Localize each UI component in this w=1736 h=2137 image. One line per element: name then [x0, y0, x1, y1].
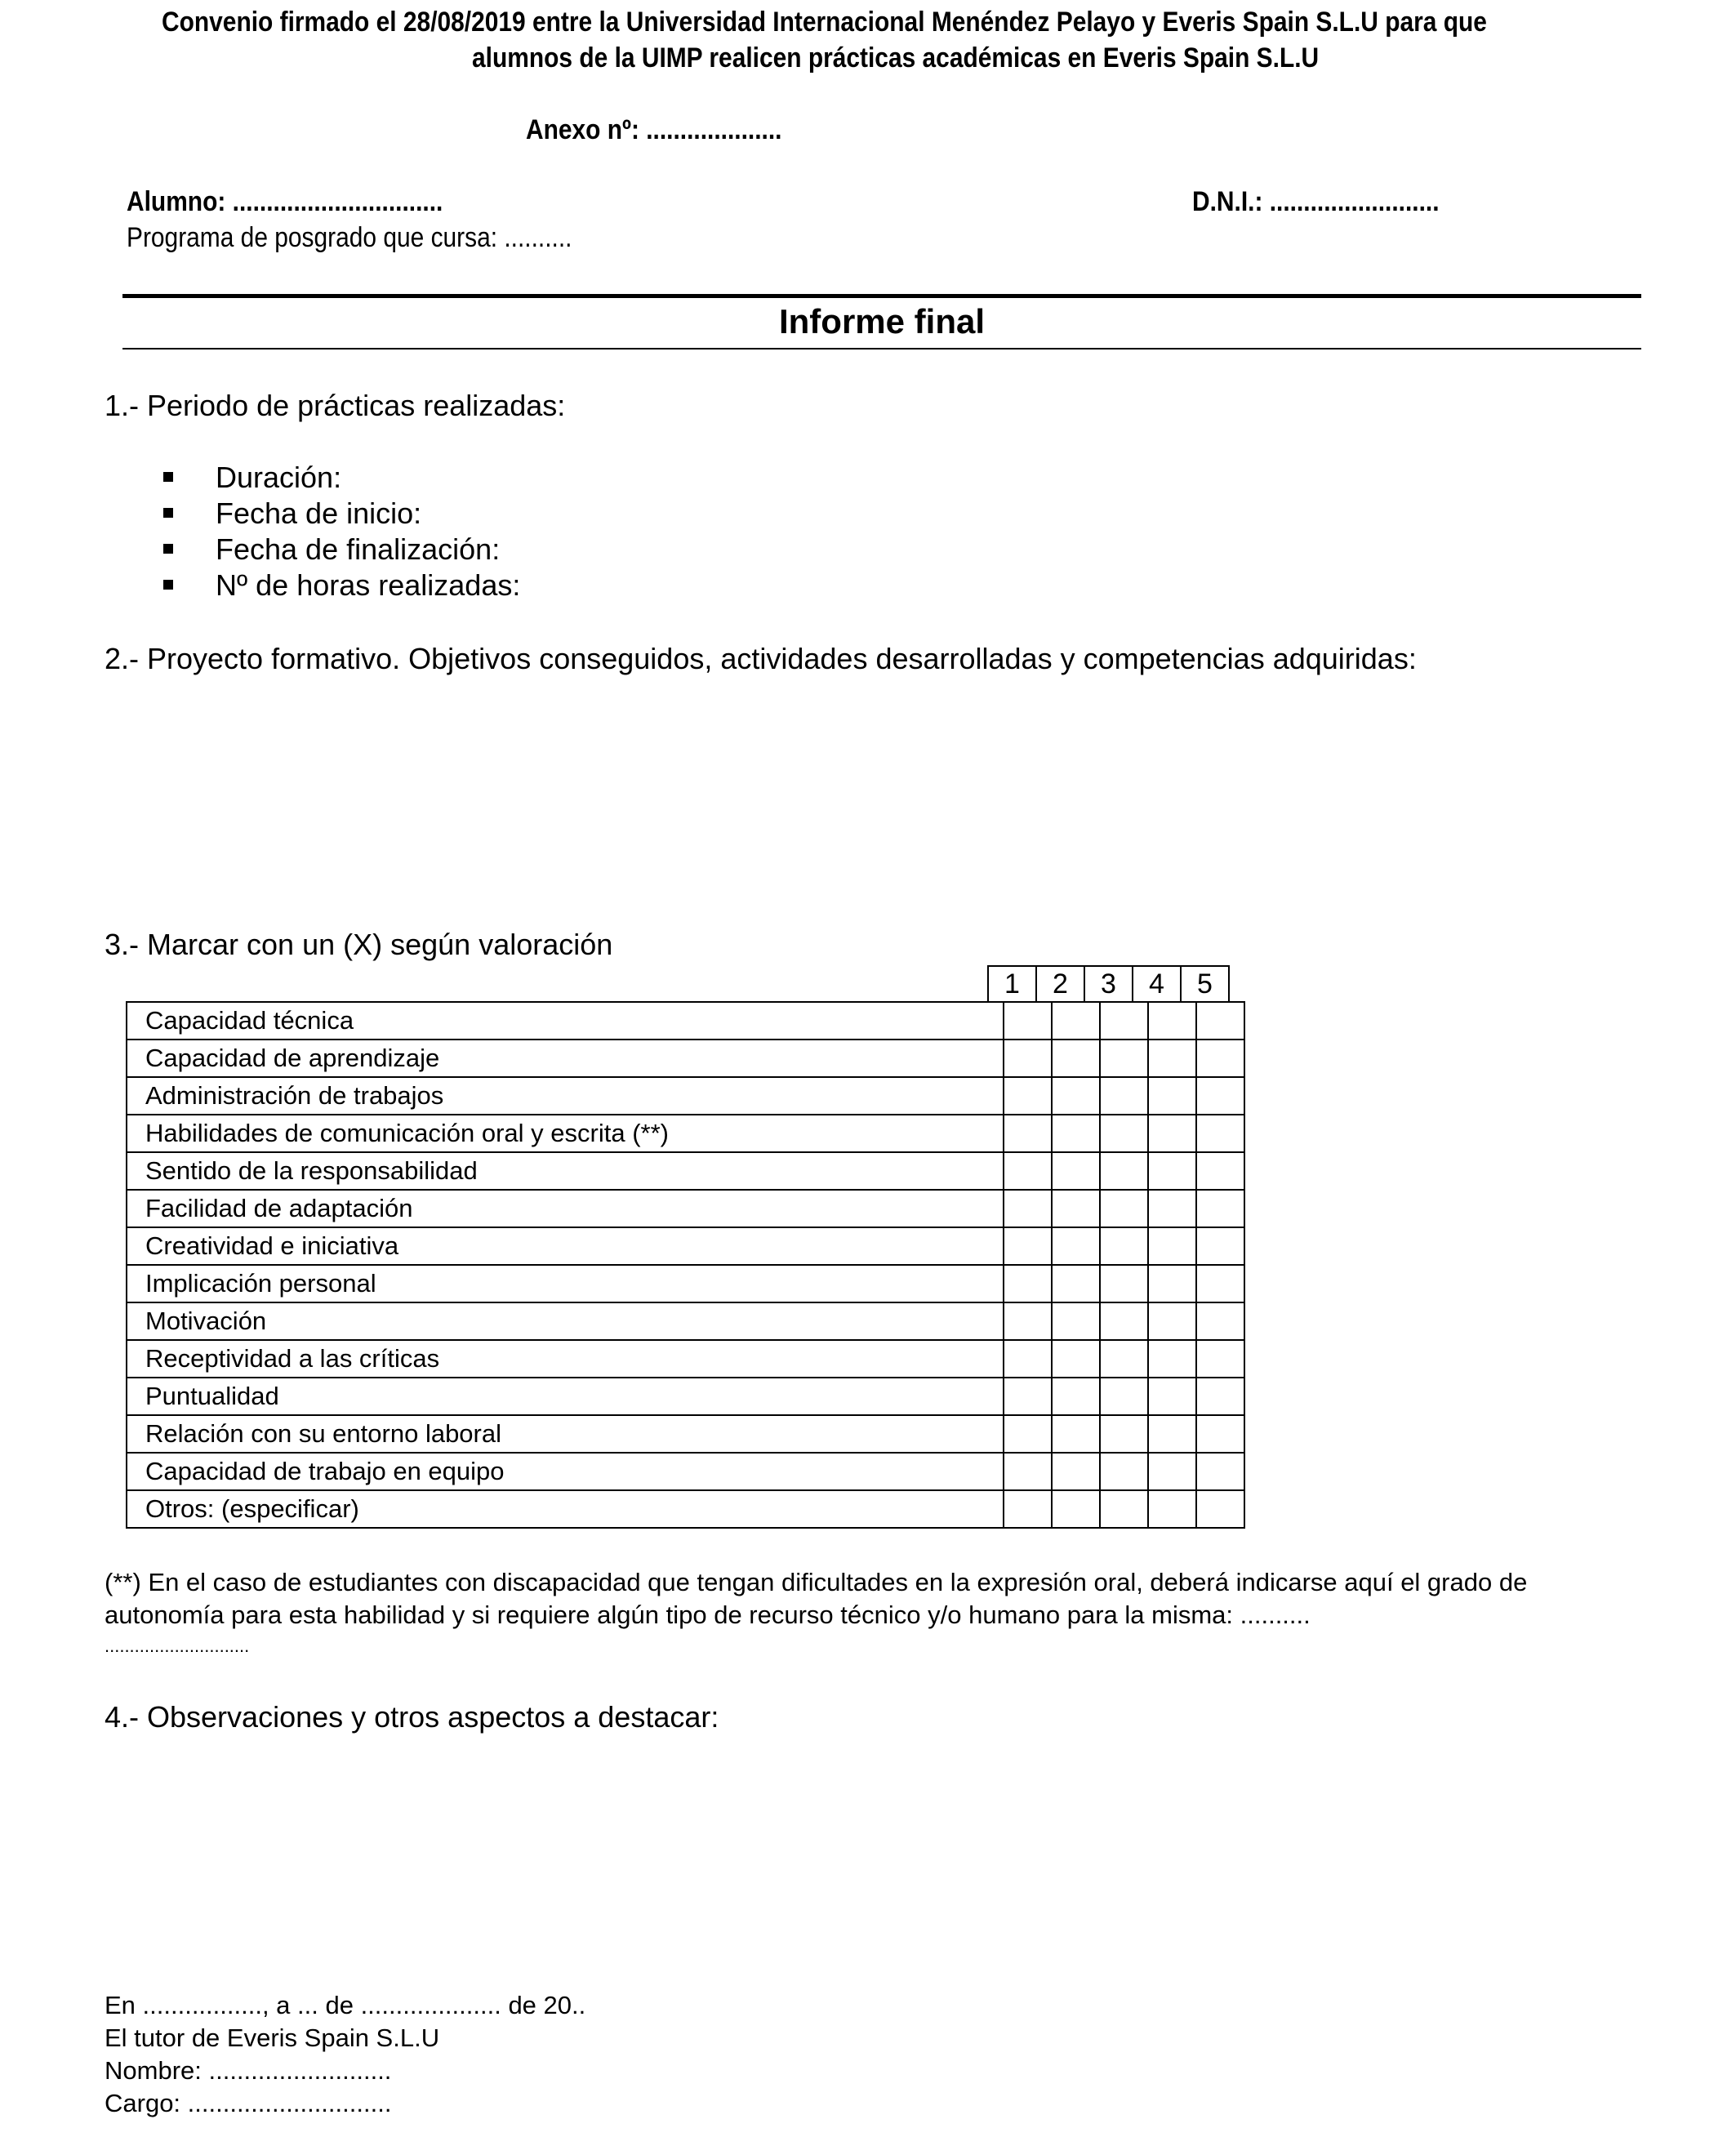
footnote-line2: autonomía para esta habilidad y si requiere algún tipo de recurso técnico y/o humano para la misma: ..........	[105, 1601, 1311, 1629]
footnote-line3: .............................	[105, 1636, 250, 1656]
start-date-label: Fecha de inicio:	[216, 496, 422, 530]
duration-label: Duración:	[216, 461, 342, 494]
criterion-label: Capacidad técnica	[127, 1002, 1004, 1040]
rating-checkbox-5[interactable]	[1196, 1453, 1244, 1490]
rating-checkbox-3[interactable]	[1100, 1190, 1148, 1227]
rating-row	[127, 1378, 1244, 1415]
criterion-label: Facilidad de adaptación	[127, 1190, 1004, 1227]
rating-row	[127, 1040, 1244, 1077]
rating-checkbox-4[interactable]	[1148, 1077, 1196, 1115]
rating-checkbox-2[interactable]	[1052, 1302, 1100, 1340]
rating-checkbox-1[interactable]	[1004, 1265, 1052, 1302]
anexo-number: Anexo nº: ....................	[526, 114, 782, 145]
rating-checkbox-1[interactable]	[1004, 1077, 1052, 1115]
scale-4: 4	[1133, 966, 1181, 1002]
end-date-label: Fecha de finalización:	[216, 532, 501, 566]
tutor-position-field: Cargo: .............................	[105, 2089, 392, 2117]
rating-row	[127, 1415, 1244, 1453]
rating-checkbox-5[interactable]	[1196, 1077, 1244, 1115]
rating-checkbox-2[interactable]	[1052, 1453, 1100, 1490]
rating-checkbox-2[interactable]	[1052, 1077, 1100, 1115]
rating-checkbox-4[interactable]	[1148, 1340, 1196, 1378]
rating-row	[127, 1002, 1244, 1040]
scale-1: 1	[988, 966, 1036, 1002]
rating-checkbox-5[interactable]	[1196, 1302, 1244, 1340]
rating-checkbox-2[interactable]	[1052, 1040, 1100, 1077]
rating-checkbox-2[interactable]	[1052, 1378, 1100, 1415]
rating-row	[127, 1265, 1244, 1302]
bullet-icon	[163, 544, 173, 554]
rating-checkbox-4[interactable]	[1148, 1378, 1196, 1415]
rating-checkbox-3[interactable]	[1100, 1490, 1148, 1528]
rating-row	[127, 1077, 1244, 1115]
rating-checkbox-5[interactable]	[1196, 1190, 1244, 1227]
rating-checkbox-5[interactable]	[1196, 1152, 1244, 1190]
rating-table	[126, 1001, 1245, 1529]
rating-checkbox-3[interactable]	[1100, 1115, 1148, 1152]
rating-checkbox-3[interactable]	[1100, 1152, 1148, 1190]
rating-checkbox-3[interactable]	[1100, 1265, 1148, 1302]
rating-checkbox-1[interactable]	[1004, 1040, 1052, 1077]
rating-checkbox-1[interactable]	[1004, 1378, 1052, 1415]
page-title: Informe final	[778, 302, 986, 341]
title-top-rule	[122, 294, 1641, 298]
rating-checkbox-2[interactable]	[1052, 1490, 1100, 1528]
rating-row	[127, 1340, 1244, 1378]
tutor-line: El tutor de Everis Spain S.L.U	[105, 2023, 440, 2052]
rating-checkbox-4[interactable]	[1148, 1453, 1196, 1490]
rating-row	[127, 1227, 1244, 1265]
section2-heading: 2.- Proyecto formativo. Objetivos conseguidos, actividades desarrolladas y competencias adquiridas:	[105, 642, 1417, 675]
footnote-line1: (**) En el caso de estudiantes con discapacidad que tengan dificultades en la expresión oral, deberá indicarse aquí el grado de	[105, 1568, 1528, 1596]
rating-checkbox-5[interactable]	[1196, 1040, 1244, 1077]
scale-5: 5	[1181, 966, 1229, 1002]
rating-checkbox-4[interactable]	[1148, 1490, 1196, 1528]
scale-2: 2	[1036, 966, 1084, 1002]
rating-checkbox-3[interactable]	[1100, 1227, 1148, 1265]
dni-field: D.N.I.: .........................	[1192, 186, 1440, 217]
rating-checkbox-4[interactable]	[1148, 1002, 1196, 1040]
section3-heading: 3.- Marcar con un (X) según valoración	[105, 928, 613, 961]
criterion-label: Puntualidad	[127, 1378, 1004, 1415]
rating-checkbox-1[interactable]	[1004, 1302, 1052, 1340]
rating-checkbox-4[interactable]	[1148, 1040, 1196, 1077]
rating-checkbox-1[interactable]	[1004, 1152, 1052, 1190]
rating-checkbox-2[interactable]	[1052, 1002, 1100, 1040]
place-date-line: En ................., a ... de .................... de 20..	[105, 1991, 586, 2019]
criterion-label: Capacidad de aprendizaje	[127, 1040, 1004, 1077]
rating-checkbox-2[interactable]	[1052, 1340, 1100, 1378]
rating-checkbox-5[interactable]	[1196, 1415, 1244, 1453]
rating-checkbox-4[interactable]	[1148, 1415, 1196, 1453]
rating-checkbox-1[interactable]	[1004, 1415, 1052, 1453]
rating-scale-header	[987, 965, 1230, 1003]
rating-row	[127, 1152, 1244, 1190]
criterion-label: Capacidad de trabajo en equipo	[127, 1453, 1004, 1490]
rating-checkbox-4[interactable]	[1148, 1152, 1196, 1190]
rating-checkbox-5[interactable]	[1196, 1115, 1244, 1152]
criterion-label: Receptividad a las críticas	[127, 1340, 1004, 1378]
criterion-label: Implicación personal	[127, 1265, 1004, 1302]
criterion-label: Habilidades de comunicación oral y escrita (**)	[127, 1115, 1004, 1152]
rating-checkbox-4[interactable]	[1148, 1265, 1196, 1302]
rating-checkbox-1[interactable]	[1004, 1340, 1052, 1378]
criterion-label: Sentido de la responsabilidad	[127, 1152, 1004, 1190]
criterion-label: Relación con su entorno laboral	[127, 1415, 1004, 1453]
rating-checkbox-3[interactable]	[1100, 1302, 1148, 1340]
rating-checkbox-5[interactable]	[1196, 1265, 1244, 1302]
bullet-icon	[163, 472, 173, 482]
rating-checkbox-2[interactable]	[1052, 1152, 1100, 1190]
rating-checkbox-1[interactable]	[1004, 1115, 1052, 1152]
criterion-label: Motivación	[127, 1302, 1004, 1340]
criterion-label: Creatividad e iniciativa	[127, 1227, 1004, 1265]
rating-checkbox-1[interactable]	[1004, 1490, 1052, 1528]
rating-checkbox-3[interactable]	[1100, 1340, 1148, 1378]
rating-checkbox-3[interactable]	[1100, 1002, 1148, 1040]
title-bottom-rule	[122, 348, 1641, 349]
rating-checkbox-1[interactable]	[1004, 1190, 1052, 1227]
agreement-header-line2: alumnos de la UIMP realicen prácticas académicas en Everis Spain S.L.U	[472, 42, 1320, 73]
bullet-icon	[163, 580, 173, 590]
rating-checkbox-3[interactable]	[1100, 1415, 1148, 1453]
rating-checkbox-3[interactable]	[1100, 1040, 1148, 1077]
rating-checkbox-4[interactable]	[1148, 1190, 1196, 1227]
rating-checkbox-5[interactable]	[1196, 1227, 1244, 1265]
rating-checkbox-2[interactable]	[1052, 1265, 1100, 1302]
rating-checkbox-4[interactable]	[1148, 1302, 1196, 1340]
rating-row	[127, 1115, 1244, 1152]
rating-checkbox-2[interactable]	[1052, 1115, 1100, 1152]
rating-row	[127, 1453, 1244, 1490]
program-field: Programa de posgrado que cursa: ..........	[127, 222, 572, 253]
agreement-header-line1: Convenio firmado el 28/08/2019 entre la Universidad Internacional Menéndez Pelayo y Everis Spain S.L.U para que	[162, 7, 1487, 38]
rating-checkbox-1[interactable]	[1004, 1002, 1052, 1040]
rating-checkbox-2[interactable]	[1052, 1227, 1100, 1265]
scale-3: 3	[1084, 966, 1133, 1002]
hours-label: Nº de horas realizadas:	[216, 568, 521, 602]
rating-row	[127, 1490, 1244, 1528]
rating-row	[127, 1190, 1244, 1227]
student-name-field: Alumno: ...............................	[127, 186, 443, 217]
rating-checkbox-5[interactable]	[1196, 1002, 1244, 1040]
rating-checkbox-1[interactable]	[1004, 1453, 1052, 1490]
criterion-label: Otros: (especificar)	[127, 1490, 1004, 1528]
rating-checkbox-3[interactable]	[1100, 1077, 1148, 1115]
bullet-icon	[163, 508, 173, 518]
criterion-label: Administración de trabajos	[127, 1077, 1004, 1115]
rating-checkbox-5[interactable]	[1196, 1490, 1244, 1528]
rating-checkbox-5[interactable]	[1196, 1340, 1244, 1378]
rating-row	[127, 1302, 1244, 1340]
rating-checkbox-5[interactable]	[1196, 1378, 1244, 1415]
tutor-name-field: Nombre: ..........................	[105, 2056, 392, 2085]
rating-checkbox-4[interactable]	[1148, 1227, 1196, 1265]
rating-checkbox-2[interactable]	[1052, 1415, 1100, 1453]
section4-heading: 4.- Observaciones y otros aspectos a destacar:	[105, 1700, 719, 1734]
rating-checkbox-3[interactable]	[1100, 1378, 1148, 1415]
section1-heading: 1.- Periodo de prácticas realizadas:	[105, 389, 566, 422]
rating-checkbox-4[interactable]	[1148, 1115, 1196, 1152]
rating-checkbox-3[interactable]	[1100, 1453, 1148, 1490]
rating-checkbox-2[interactable]	[1052, 1190, 1100, 1227]
rating-checkbox-1[interactable]	[1004, 1227, 1052, 1265]
